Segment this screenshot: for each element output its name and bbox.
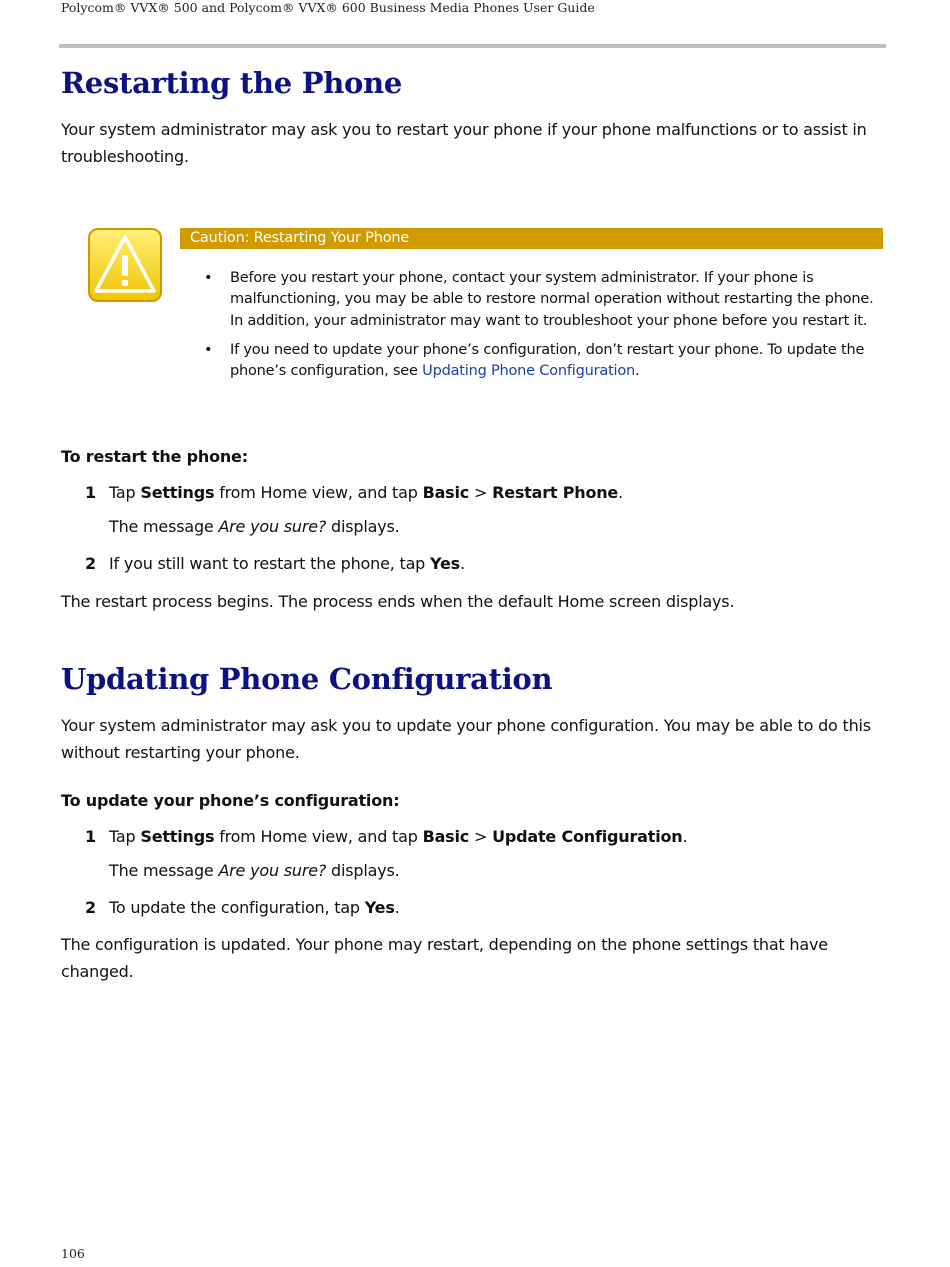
message-text: The message [109,517,219,536]
step-number: 1 [85,483,96,502]
procedure-title-update: To update your phone’s configuration: [61,791,400,810]
caution-bullet-text: Before you restart your phone, contact your system administrator. If your phone is malfunctioning, you may be able to restore normal operation without restarting the phone. In addition, your administrator may want to troubleshoot your phone before you restart it. [230,270,874,329]
step-text: If you still want to restart the phone, tap [109,554,431,573]
step-bold: Update Configuration [492,827,683,846]
step-item [61,550,886,577]
message-text: displays. [326,517,400,536]
caution-heading: Caution: Restarting Your Phone [180,228,883,249]
caution-bullet-text-end: . [635,363,640,380]
bullet-icon: • [204,341,213,358]
step-text: Tap [109,827,141,846]
step-number: 2 [85,554,96,573]
step-number: 1 [85,827,96,846]
step-bold: Settings [140,483,215,502]
caution-bullet-text: If you need to update your phone’s configuration, don’t restart your phone. To update the phone’s configuration, see [230,341,865,380]
step-text: . [459,554,465,573]
message-italic: Are you sure? [218,861,327,880]
restart-outro: The restart process begins. The process ends when the default Home screen displays. [61,592,735,611]
step-bold: Restart Phone [492,483,619,502]
step-bold: Yes [430,554,460,573]
bullet-icon: • [204,270,213,286]
section-title-restarting: Restarting the Phone [61,66,403,100]
step-text: > [469,827,493,846]
step-text: > [469,483,493,502]
warning-triangle-icon [88,228,162,302]
message-italic: Are you sure? [218,517,327,536]
running-header: Polycom® VVX® 500 and Polycom® VVX® 600 Business Media Phones User Guide [61,0,595,15]
step-number: 2 [85,898,96,917]
section-title-updating: Updating Phone Configuration [61,662,553,696]
message-text: displays. [326,861,400,880]
updating-config-link[interactable]: Updating Phone Configuration [422,363,636,380]
header-divider [59,44,886,48]
procedure-title-restart: To restart the phone: [61,447,248,466]
page-number: 106 [61,1246,85,1261]
step-text: . [394,898,400,917]
step-bold: Basic [422,483,470,502]
step-text: . [682,827,688,846]
step-item [61,823,886,850]
step-bold: Basic [422,827,470,846]
caution-bullet [204,268,884,332]
step-text: from Home view, and tap [214,483,423,502]
step-item [61,479,886,506]
restart-intro: Your system administrator may ask you to restart your phone if your phone malfunctions or to assist in troubleshooting. [61,120,867,166]
step-text: To update the configuration, tap [109,898,365,917]
update-intro: Your system administrator may ask you to update your phone configuration. You may be able to do this without restarting your phone. [61,716,871,762]
step-text: from Home view, and tap [214,827,423,846]
page-content [61,62,886,985]
step-bold: Yes [364,898,395,917]
step-text: Tap [109,483,141,502]
update-outro: The configuration is updated. Your phone may restart, depending on the phone settings that have changed. [61,935,828,981]
step-message [61,857,886,884]
caution-bullet [204,340,884,383]
caution-list [204,268,884,390]
message-text: The message [109,861,219,880]
caution-box [61,224,886,430]
step-item [61,894,886,921]
step-bold: Settings [140,827,215,846]
step-message [61,513,886,540]
step-text: . [618,483,623,502]
update-steps [61,823,886,921]
restart-steps [61,479,886,577]
